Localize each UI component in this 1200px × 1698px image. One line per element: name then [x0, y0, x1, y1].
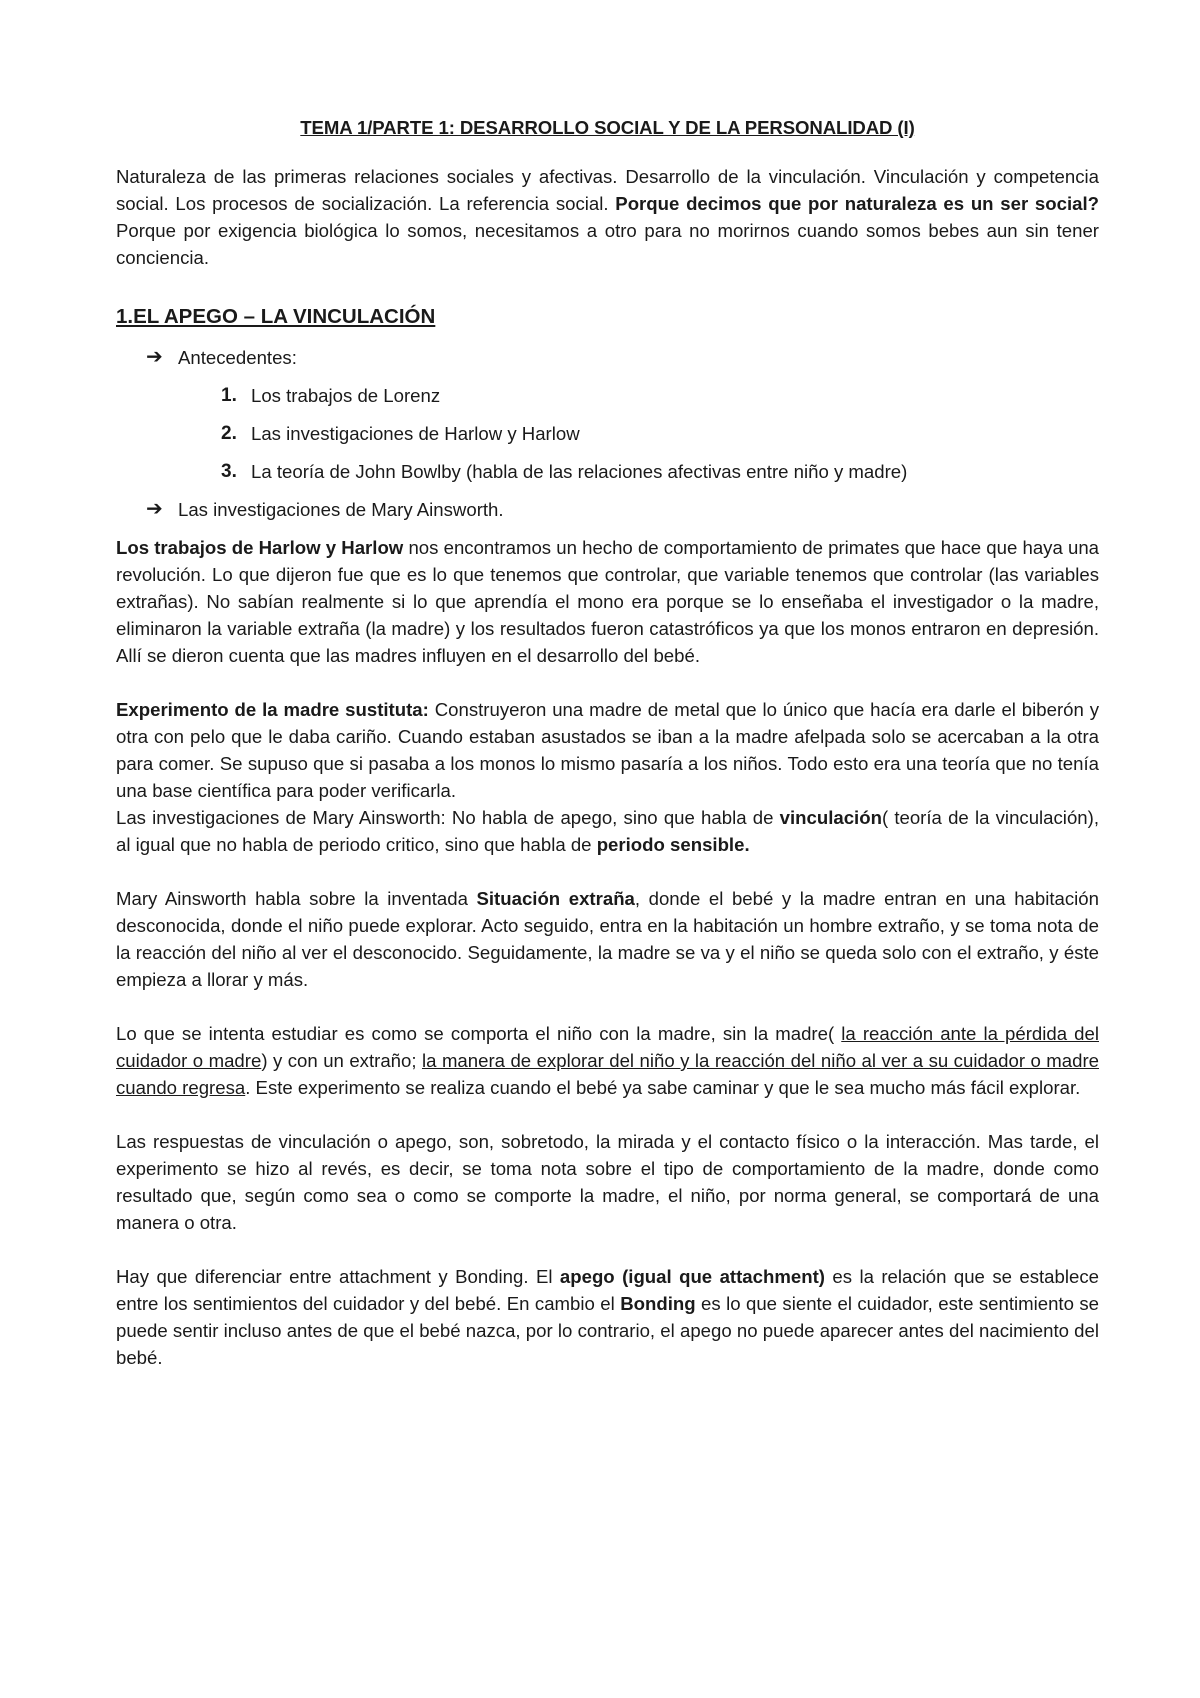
ainsworth-bold-2: periodo sensible. — [596, 834, 750, 855]
estudiar-text-1: Lo que se intenta estudiar es como se comporta el niño con la madre, sin la madre( — [116, 1023, 842, 1044]
experimento-text: Construyeron una madre de metal que lo único que hacía era darle el biberón y otra con pelo que le daba cariño. Cuando estaban asustados se iban a la madre afelpada solo se acercaban a la otra para comer. Se supuso que si pasaba a los monos lo mismo pasaría a los niños. Todo esto era una teoría que no tenía una base científica para poder verificarla. — [116, 699, 1100, 801]
ainsworth-paragraph — [116, 804, 1099, 858]
intro-answer: Porque por exigencia biológica lo somos, necesitamos a otro para no morirnos cuando somos bebes aun sin tener conciencia. — [116, 220, 1099, 268]
estudiar-underline-2: la manera de explorar del niño y la reacción del niño al ver a su cuidador o madre cuando regresa — [116, 1050, 1099, 1098]
ainsworth-text-2: ( teoría de la vinculación), al igual que no habla de periodo critico, sino que habla de — [116, 807, 1099, 855]
ainsworth-label: Las investigaciones de Mary Ainsworth. — [178, 499, 504, 520]
bonding-bold-1: apego (igual que attachment) — [559, 1266, 825, 1287]
intro-question: Porque decimos que por naturaleza es un ser social? — [615, 193, 1099, 214]
antecedentes-list — [116, 382, 1099, 485]
respuestas-paragraph: Las respuestas de vinculación o apego, son, sobretodo, la mirada y el contacto físico o la interacción. Mas tarde, el experimento se hizo al revés, es decir, se toma nota sobre el tipo de comportamiento de la madre, donde como resultado que, según como sea o como se comporte la madre, el niño, por norma general, se comportará de una manera o otra. — [116, 1131, 1099, 1233]
experimento-paragraph — [116, 696, 1099, 804]
harlow-bold: Los trabajos de Harlow y Harlow — [116, 537, 404, 558]
intro-text: Naturaleza de las primeras relaciones sociales y afectivas. Desarrollo de la vinculación. Vinculación y competencia social. Los procesos de socialización. La referencia social. — [116, 166, 1099, 214]
list-number: 3. — [221, 461, 237, 482]
situacion-bold: Situación extraña — [476, 888, 635, 909]
list-number: 2. — [221, 423, 237, 444]
bonding-text-3: es lo que siente el cuidador, este sentimiento se puede sentir incluso antes de que el bebé nazca, por lo contrario, el apego no puede aparecer antes del nacimiento del bebé. — [116, 1293, 1099, 1368]
ainsworth-item — [116, 496, 1099, 523]
bonding-text-2: es la relación que se establece entre los sentimientos del cuidador y del bebé. En cambio el — [116, 1266, 1099, 1314]
ainsworth-bold-1: vinculación — [779, 807, 882, 828]
estudiar-paragraph — [116, 1020, 1099, 1101]
estudiar-underline-1: la reacción ante la pérdida del cuidador o madre — [116, 1023, 1099, 1071]
list-item — [116, 458, 1099, 485]
arrow-right-icon: ➔ — [146, 498, 163, 520]
antecedentes-item — [116, 344, 1099, 371]
arrow-right-icon: ➔ — [146, 346, 163, 368]
list-text: Los trabajos de Lorenz — [251, 385, 441, 406]
list-item — [116, 382, 1099, 409]
experimento-bold: Experimento de la madre sustituta: — [116, 699, 429, 720]
estudiar-text-3: . Este experimento se realiza cuando el bebé ya sabe caminar y que le sea mucho más fácil explorar. — [245, 1077, 1081, 1098]
list-text: La teoría de John Bowlby (habla de las relaciones afectivas entre niño y madre) — [251, 461, 908, 482]
harlow-paragraph — [116, 534, 1099, 669]
list-item — [116, 420, 1099, 447]
list-number: 1. — [221, 385, 237, 406]
ainsworth-text-1: Las investigaciones de Mary Ainsworth: No habla de apego, sino que habla de — [116, 807, 780, 828]
bonding-paragraph — [116, 1263, 1099, 1371]
harlow-text: nos encontramos un hecho de comportamiento de primates que hace que haya una revolución. Lo que dijeron fue que es lo que tenemos que controlar, que variable tenemos que controlar (las variables extrañas). No sabían realmente si lo que aprendía el mono era porque se lo enseñaba el investigador o la madre, eliminaron la variable extraña (la madre) y los resultados fueron catastróficos ya que los monos entraron en depresión. Allí se dieron cuenta que las madres influyen en el desarrollo del bebé. — [116, 537, 1099, 666]
bonding-bold-2: Bonding — [620, 1293, 696, 1314]
bonding-text-1: Hay que diferenciar entre attachment y Bonding. El — [116, 1266, 560, 1287]
situacion-paragraph — [116, 885, 1099, 993]
antecedentes-label: Antecedentes: — [178, 347, 297, 368]
document-title: TEMA 1/PARTE 1: DESARROLLO SOCIAL Y DE LA PERSONALIDAD (I) — [300, 117, 915, 138]
section-heading: 1.EL APEGO – LA VINCULACIÓN — [116, 305, 436, 328]
situacion-text-2: , donde el bebé y la madre entran en una habitación desconocida, donde el niño puede explorar. Acto seguido, entra en la habitación un hombre extraño, y se toma nota de la reacción del niño al ver el desconocido. Seguidamente, la madre se va y el niño se queda solo con el extraño, y éste empieza a llorar y más. — [116, 888, 1099, 990]
intro-paragraph — [116, 163, 1099, 271]
estudiar-text-2: ) y con un extraño; — [261, 1050, 422, 1071]
list-text: Las investigaciones de Harlow y Harlow — [251, 423, 580, 444]
situacion-text-1: Mary Ainsworth habla sobre la inventada — [116, 888, 477, 909]
